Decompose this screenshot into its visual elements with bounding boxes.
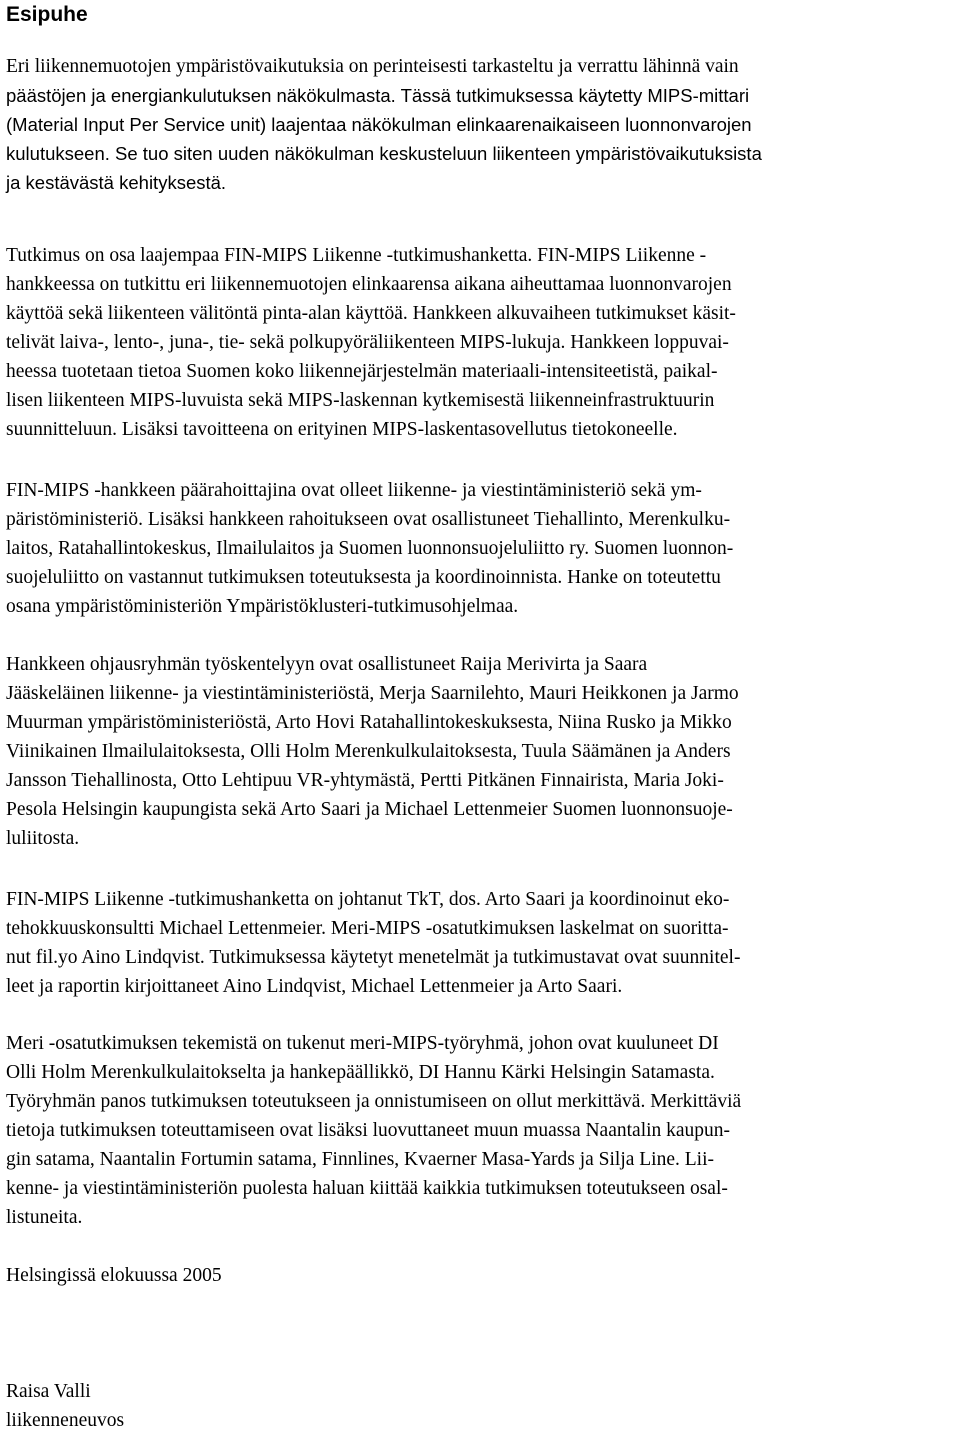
- text-line: nut fil.yo Aino Lindqvist. Tutkimuksessa käytetyt menetelmät ja tutkimustavat ovat suunnitel-: [6, 947, 741, 968]
- text-line: Meri -osatutkimuksen tekemistä on tukenut meri-MIPS-työryhmä, johon ovat kuuluneet DI: [6, 1033, 719, 1054]
- text-line: Muurman ympäristöministeriöstä, Arto Hovi Ratahallintokeskuksesta, Niina Rusko ja Mikko: [6, 712, 732, 733]
- signer-title: liikenneneuvos: [6, 1410, 125, 1431]
- text-line: (Material Input Per Service unit) laajentaa näkökulman elinkaarenaikaiseen luonnonvarojen: [6, 114, 752, 135]
- text-line: FIN-MIPS -hankkeen päärahoittajina ovat olleet liikenne- ja viestintäministeriö sekä ym-: [6, 480, 702, 501]
- text-line: Olli Holm Merenkulkulaitokselta ja hankepäällikkö, DI Hannu Kärki Helsingin Satamasta.: [6, 1062, 715, 1083]
- text-line: laitos, Ratahallintokeskus, Ilmailulaitos ja Suomen luonnonsuojeluliitto ry. Suomen luonnon-: [6, 538, 734, 559]
- text-line: hankkeessa on tutkittu eri liikennemuotojen elinkaarensa aikana aiheuttamaa luonnonvarojen: [6, 274, 732, 295]
- text-line: suunnitteluun. Lisäksi tavoitteena on erityinen MIPS-laskentasovellutus tietokoneelle.: [6, 419, 678, 440]
- text-line: Helsingissä elokuussa 2005: [6, 1265, 222, 1286]
- text-line: Hankkeen ohjausryhmän työskentelyyn ovat osallistuneet Raija Merivirta ja Saara: [6, 654, 648, 675]
- text-line: Eri liikennemuotojen ympäristövaikutuksia on perinteisesti tarkasteltu ja verrattu lähinnä vain: [6, 56, 739, 77]
- text-line: FIN-MIPS Liikenne -tutkimushanketta on johtanut TkT, dos. Arto Saari ja koordinoinut eko-: [6, 889, 730, 910]
- signer-name: Raisa Valli: [6, 1381, 91, 1402]
- text-line: päästöjen ja energiankulutuksen näkökulmasta. Tässä tutkimuksessa käytetty MIPS-mittari: [6, 85, 750, 106]
- text-line: Pesola Helsingin kaupungista sekä Arto Saari ja Michael Lettenmeier Suomen luonnonsuoje-: [6, 799, 733, 820]
- text-line: Tutkimus on osa laajempaa FIN-MIPS Liikenne -tutkimushanketta. FIN-MIPS Liikenne -: [6, 245, 707, 266]
- text-line: gin satama, Naantalin Fortumin satama, Finnlines, Kvaerner Masa-Yards ja Silja Line. Lii-: [6, 1149, 714, 1170]
- paragraph-project-leaders: [6, 885, 958, 1001]
- text-line: osana ympäristöministeriön Ympäristöklusteri-tutkimusohjelmaa.: [6, 596, 519, 617]
- text-line: päristöministeriö. Lisäksi hankkeen rahoitukseen ovat osallistuneet Tiehallinto, Merenkulku-: [6, 509, 731, 530]
- page-title: Esipuhe: [6, 3, 88, 26]
- text-line: listuneita.: [6, 1207, 83, 1228]
- text-line: tietoja tutkimuksen toteuttamiseen ovat lisäksi luovuttaneet muun muassa Naantalin kaupun-: [6, 1120, 731, 1141]
- text-line: ja kestävästä kehityksestä.: [6, 172, 227, 193]
- text-line: Viinikainen Ilmailulaitoksesta, Olli Holm Merenkulkulaitoksesta, Tuula Säämänen ja Anders: [6, 741, 731, 762]
- text-line: suojeluliitto on vastannut tutkimuksen toteutuksesta ja koordinoinnista. Hanke on toteutettu: [6, 567, 721, 588]
- paragraph-project: [6, 241, 958, 444]
- paragraph-intro: [6, 52, 958, 197]
- text-line: käyttöä sekä liikenteen välitöntä pinta-alan käyttöä. Hankkeen alkuvaiheen tutkimukset käsit-: [6, 303, 736, 324]
- paragraph-steering-group: [6, 650, 958, 853]
- signature-block: [6, 1377, 958, 1435]
- text-line: tehokkuuskonsultti Michael Lettenmeier. Meri-MIPS -osatutkimuksen laskelmat on suoritta-: [6, 918, 729, 939]
- text-line: Työryhmän panos tutkimuksen toteutukseen ja onnistumiseen on ollut merkittävä. Merkittäviä: [6, 1091, 742, 1112]
- paragraph-funding: [6, 476, 958, 621]
- text-line: kulutukseen. Se tuo siten uuden näkökulman keskusteluun liikenteen ympäristövaikutuksista: [6, 143, 762, 164]
- text-line: Jansson Tiehallinosta, Otto Lehtipuu VR-yhtymästä, Pertti Pitkänen Finnairista, Maria Joki-: [6, 770, 724, 791]
- paragraph-acknowledgements: [6, 1029, 958, 1232]
- text-line: leet ja raportin kirjoittaneet Aino Lindqvist, Michael Lettenmeier ja Arto Saari.: [6, 976, 623, 997]
- text-line: Jääskeläinen liikenne- ja viestintäministeriöstä, Merja Saarnilehto, Mauri Heikkonen ja Jarmo: [6, 683, 739, 704]
- text-line: heessa tuotetaan tietoa Suomen koko liikennejärjestelmän materiaali-intensiteetistä, paikal-: [6, 361, 718, 382]
- text-line: kenne- ja viestintäministeriön puolesta haluan kiittää kaikkia tutkimuksen toteutukseen osal-: [6, 1178, 728, 1199]
- place-and-date: [6, 1261, 958, 1290]
- text-line: telivät laiva-, lento-, juna-, tie- sekä polkupyöräliikenteen MIPS-lukuja. Hankkeen loppuvai-: [6, 332, 729, 353]
- text-line: lisen liikenteen MIPS-luvuista sekä MIPS-laskennan kytkemisestä liikenneinfrastruktuurin: [6, 390, 715, 411]
- text-line: luliitosta.: [6, 828, 80, 849]
